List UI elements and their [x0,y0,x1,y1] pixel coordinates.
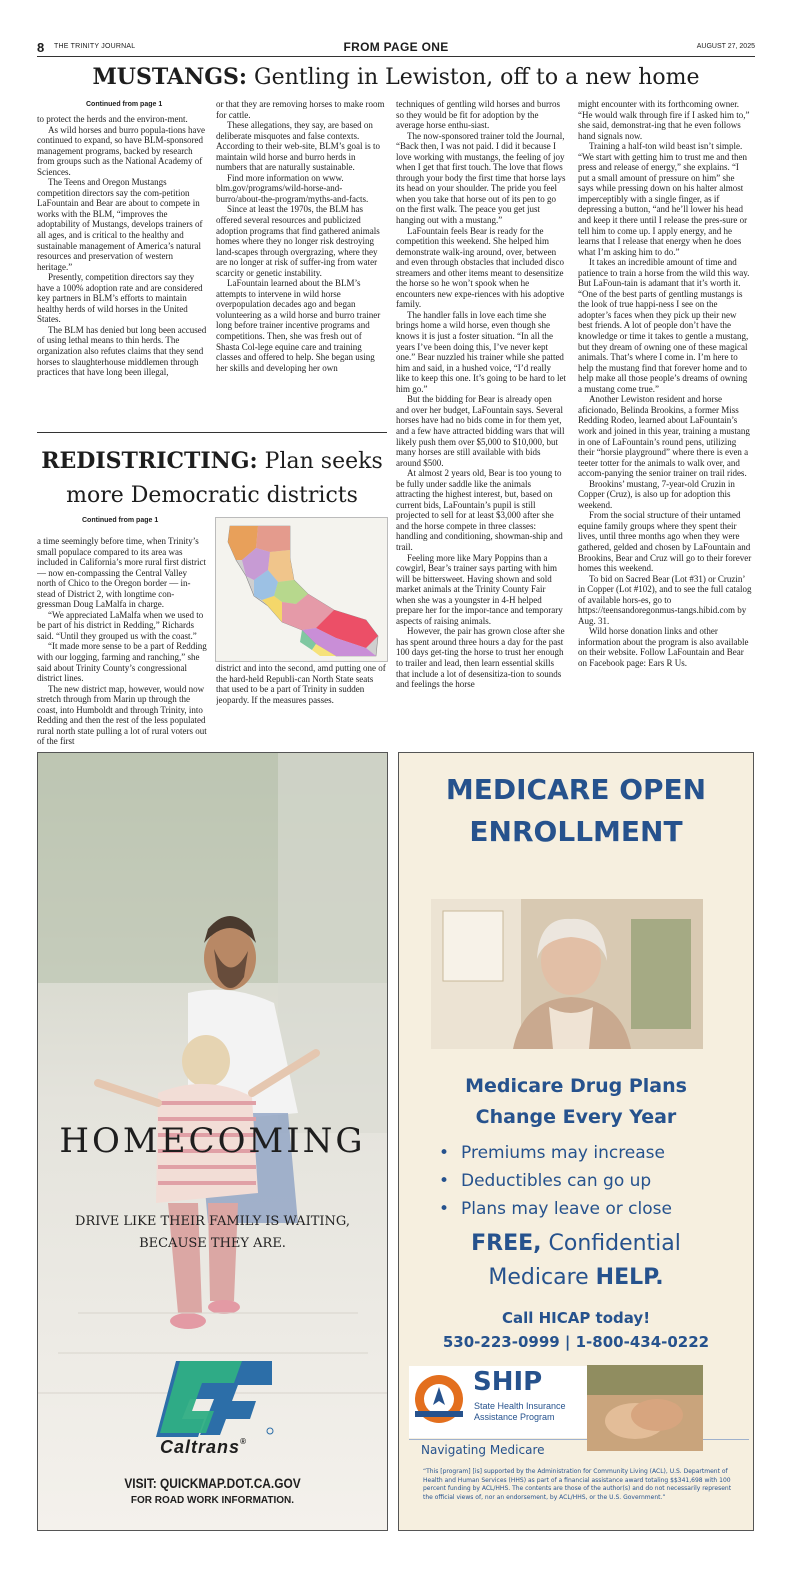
mustangs-column-3 [396,99,566,746]
confidential-label: Confidential [541,1231,681,1256]
medicare-title [399,769,753,853]
help-label: HELP. [595,1265,664,1290]
issue-date: AUGUST 27, 2025 [696,43,755,50]
article-paragraph: It takes an incredible amount of time and patience to train a horse from the wild this way. But LaFoun-tain is adamant that it’s worth it. “One of the best parts of gentling mustangs is the look of true happi-ness I see on the adopter’s faces when they pick up their new best friends. A lot of people don’t have the knowledge or time it takes to gentle a mustang, but they dream of owning one of these magical animals. That’s where I come in. I’m here to help the mustang find that forever home and to help make all those people’s dreams of owning a mustang come true.” [578,257,750,394]
article-paragraph: The Teens and Oregon Mustangs competition directors say the com-petition LaFountain and Bear are about to compete in works with the BLM, “improves the adoptability of Mustangs, develops trainers of all ages, and is critical to the healthy and sustainable management of America’s natural resources and preservation of western heritage.” [37,177,203,272]
caltrans-logo-icon [146,1359,278,1447]
subtitle-line-2: Change Every Year [475,1106,677,1128]
headline-text: Plan seeks [257,449,383,474]
article-paragraph: “It made more sense to be a part of Redding with our logging, farming and ranching,” she said about Trinity County’s congressional district lines. [37,641,207,684]
article-paragraph: The handler falls in love each time she brings home a wild horse, even though she knows it is just a foster situation. “In all the years I’ve been doing this, I’ve never kept one.” Bear nuzzled his trainer while she patted him and said, in a hushed voice, “I’d really like to keep this one. It’s going to be hard to let him go.” [396,309,566,394]
title-line-1: MEDICARE OPEN [445,773,707,806]
article-paragraph: to protect the herds and the environ-ment. [37,114,188,124]
article-paragraph: district and into the second, amd putting one of the hard-held Republi-can North State seats that used to be a part of Trinity in sudden jeopardy. If the measures passes. [216,663,386,705]
article-paragraph: To bid on Sacred Bear (Lot #31) or Cruzin’ in Copper (Lot #102), and to see the full catalog of available hors-es, go to https://teensandoregonmus-tangs.hibid.com by Aug. 31. [578,573,752,626]
article-paragraph: “We appreciated LaMalfa when we used to be part of his district in Redding,” Richards said. “Until they grouped us with the coast.” [37,609,204,641]
mustangs-headline [40,62,752,93]
tagline-line-1: DRIVE LIKE THEIR FAMILY IS WAITING, [75,1214,350,1229]
mustangs-column-1 [37,114,207,426]
caltrans-visit-note: FOR ROAD WORK INFORMATION. [130,1495,295,1506]
tagline-line-2: BECAUSE THEY ARE. [139,1236,286,1251]
hicap-phone-numbers[interactable]: 530-223-0999 | 1-800-434-0222 [442,1333,710,1351]
list-item: • Deductibles can go up [439,1171,652,1191]
header-rule [37,56,755,57]
redistricting-column-2 [216,663,386,747]
article-paragraph: From the social structure of their untamed equine family groups where they spent their lives, until three months ago when they were gathered, gelded and chosen by LaFountain and Brookins, Bear and Cruz will go to their forever homes this weekend. [578,510,752,574]
article-paragraph: But the bidding for Bear is already open and over her budget, LaFountain says. Several horses have had no bids come in for them yet, and a few have attracted bidding wars that will likely push them over $5,000 to $10,000, but many horses are still available with bids around $500. [396,394,565,468]
redistricting-headline [37,444,387,513]
medicare-ad [398,752,754,1531]
california-district-map [215,517,388,662]
article-paragraph: might encounter with its forthcoming owner. “He would walk through fire if I asked him to,” she said, demonstrat-ing that he even follows hand signals now. [578,99,750,141]
article-paragraph: The now-sponsored trainer told the Journal, “Back then, I was not paid. I did it because I love working with mustangs, the feeling of joy when I get that first touch. The love that flows through your body the first time that horse lays its head on your shoulder. The pride you feel when you take that horse out of its pen to go on the first walk. The peace you get just hanging out with a mustang.” [396,130,566,226]
ship-subtitle-line-2: Assistance Program [474,1412,555,1422]
ship-title: SHIP [473,1367,543,1397]
page-number: 8 [37,40,45,55]
list-item: • Premiums may increase [439,1143,665,1163]
caltrans-ad [37,752,388,1531]
medicare-subtitle [399,1071,753,1133]
article-paragraph: or that they are removing horses to make room for cattle. [216,99,385,120]
article-paragraph: LaFountain feels Bear is ready for the competition this weekend. She helped him demonstrate walk-ing around, over, between and even through obstacles that included disco streamers and other items meant to desensitize the horse so he won’t spook when he encounters new expe-riences with his adoptive family. [396,225,565,310]
subtitle-line-1: Medicare Drug Plans [465,1075,687,1097]
mustangs-column-4 [578,99,752,746]
caltrans-visit-url: VISIT: QUICKMAP.DOT.CA.GOV [124,1475,301,1491]
article-paragraph: These allegations, they say, are based on deliberate misquotes and false contexts. According to their web-site, BLM’s goal is to maintain wild horse and burro herds in numbers that are naturally sustainable. [216,120,380,173]
article-paragraph: Since at least the 1970s, the BLM has offered several resources and publicized adoption programs that find gathered animals homes where they no longer risk destroying land-scapes through overgrazing, where they are no longer at risk of suffer-ing from water scarcity or genetic instability. [216,204,380,278]
article-paragraph: Training a half-ton wild beast isn’t simple. “We start with getting him to trust me and then press and release of energy,” she explains. “I put a small amount of pressure on him” she says while pressing down on his halter almost imperceptibly with a single finger, as if depressing a button, “and he’ll lower his head and keep it there until I release the pres-sure or tell him to come up. I apply energy, and he learns that I release that energy when he does what I’m asking him to do.” [578,141,748,257]
continued-label: Continued from page 1 [86,101,163,108]
article-paragraph: Feeling more like Mary Poppins than a cowgirl, Bear’s trainer says parting with him will be bittersweet. Having shown and sold market animals at the Trinity County Fair when she was a youngster in 4-H helped prepare her for the impor-tance and temporary aspects of raising animals. [396,552,563,626]
headline-text: Gentling in Lewiston, off to a new home [247,65,700,90]
ship-compass-icon [413,1373,465,1425]
navigating-medicare-label: Navigating Medicare [421,1443,545,1457]
mustangs-column-2 [216,99,386,426]
continued-label: Continued from page 1 [82,517,159,524]
free-help-callout [399,1227,753,1295]
headline-kicker: REDISTRICTING: [41,448,258,474]
senior-woman-photo [431,899,703,1049]
article-paragraph: At almost 2 years old, Bear is too young to be fully under saddle like the animals attracting the highest interest, but, based on current bids, LaFountain’s pupil is still projected to sell for at least $3,000 after she and the horse compete in three classes: handling and conditioning, showman-ship and trail. [396,468,563,552]
article-paragraph: Brookins’ mustang, 7-year-old Cruzin in Copper (Cruz), is also up for adoption this weekend. [578,478,735,510]
medicare-bullet-list [439,1139,739,1223]
homecoming-title: HOMECOMING [59,1121,366,1161]
caltrans-wordmark: Caltrans® [160,1437,247,1457]
ship-subtitle-line-1: State Health Insurance [474,1401,566,1411]
article-paragraph: a time seemingly before time, when Trinity’s small populace compared to its area was included in California’s more rural first district — now en-compassing the Central Valley north of Chico to the Oregon border — in-stead of District 2, with longtime con-gressman Doug LaMalfa in charge. [37,536,206,610]
article-paragraph: techniques of gentling wild horses and burros so they would be fit for adoption by the average horse enthu-siast. [396,99,560,131]
article-paragraph: Another Lewiston resident and horse aficionado, Belinda Brookins, a former Miss Redding Rodeo, learned about LaFountain’s work and joined in this year, training a mustang in one of LaFountain’s round pens, utilizing their “horsie playground” where there is even a teeter totter for the animals to walk over, and accom-panying the senior trainer on trail rides. [578,394,750,479]
list-item: • Plans may leave or close [439,1199,672,1219]
article-paragraph: The BLM has denied but long been accused of using lethal means to thin herds. The organization also refutes claims that they send horses to slaughterhouse middlemen through practices that have long been illegal, [37,324,207,378]
free-label: FREE, [471,1231,542,1256]
article-paragraph: LaFountain learned about the BLM’s attempts to intervene in wild horse overpopulation decades ago and began volunteering as a wild horse and burro trainer long before trainer incentive programs and competitions. Then, she was fresh out of Shasta Col-lege equine care and training classes and offered to help. She began using her skills and developing her own [216,278,381,373]
caltrans-tagline [38,1211,387,1255]
ship-subtitle [474,1401,566,1423]
publication-name: THE TRINITY JOURNAL [54,43,136,50]
section-label: FROM PAGE ONE [343,40,449,54]
article-paragraph: As wild horses and burro popula-tions have continued to expand, so have BLM-sponsored management programs, backed by research from groups such as the National Academy of Sciences. [37,124,205,177]
funding-disclaimer: “This [program] [is] supported by the Administration for Community Living (ACL), U.S. Department of Health and Human Services (HHS) as part of a financial assistance award totaling $$341,698 with 100 percent funding by ACL/HHS. The contents are those of the author(s) and do not necessarily represent the official views of, nor an endorsement, by ACL/HHS, or the U.S. Government.” [423,1468,732,1501]
article-paragraph: Presently, competition directors say they have a 100% adoption rate and are considered key partners in BLM’s efforts to maintain healthy herds of wild horses in the United States. [37,272,203,325]
article-paragraph: Wild horse donation links and other information about the program is also available on their website. Follow LaFountain and Bear on Facebook page: Ears R Us. [578,626,749,668]
article-paragraph: The new district map, however, would now stretch through from Marin up through the coast, into Humboldt and through Trinity, into Redding and then the rest of the less populated rural north state pulling a lot of rural voters out of the first [37,683,207,747]
headline-text-line2: more Democratic districts [66,483,358,508]
section-rule [37,432,387,433]
hands-photo [587,1365,703,1451]
medicare-label: Medicare [488,1265,596,1290]
redistricting-column-1 [37,536,207,748]
article-paragraph: However, the pair has grown close after she has spent around three hours a day for the past 100 days get-ting the horse to trust her enough to trailer and lead, then learn essential skills that include a lot of desensitiza-tion to sounds and feelings the horse [396,626,565,690]
call-hicap: Call HICAP today! [501,1309,651,1327]
article-paragraph: Find more information on www. blm.gov/programs/wild-horse-and-burro/about-the-program/myths-and-facts. [216,172,369,204]
headline-kicker: MUSTANGS: [92,64,248,90]
title-line-2: ENROLLMENT [469,815,683,848]
